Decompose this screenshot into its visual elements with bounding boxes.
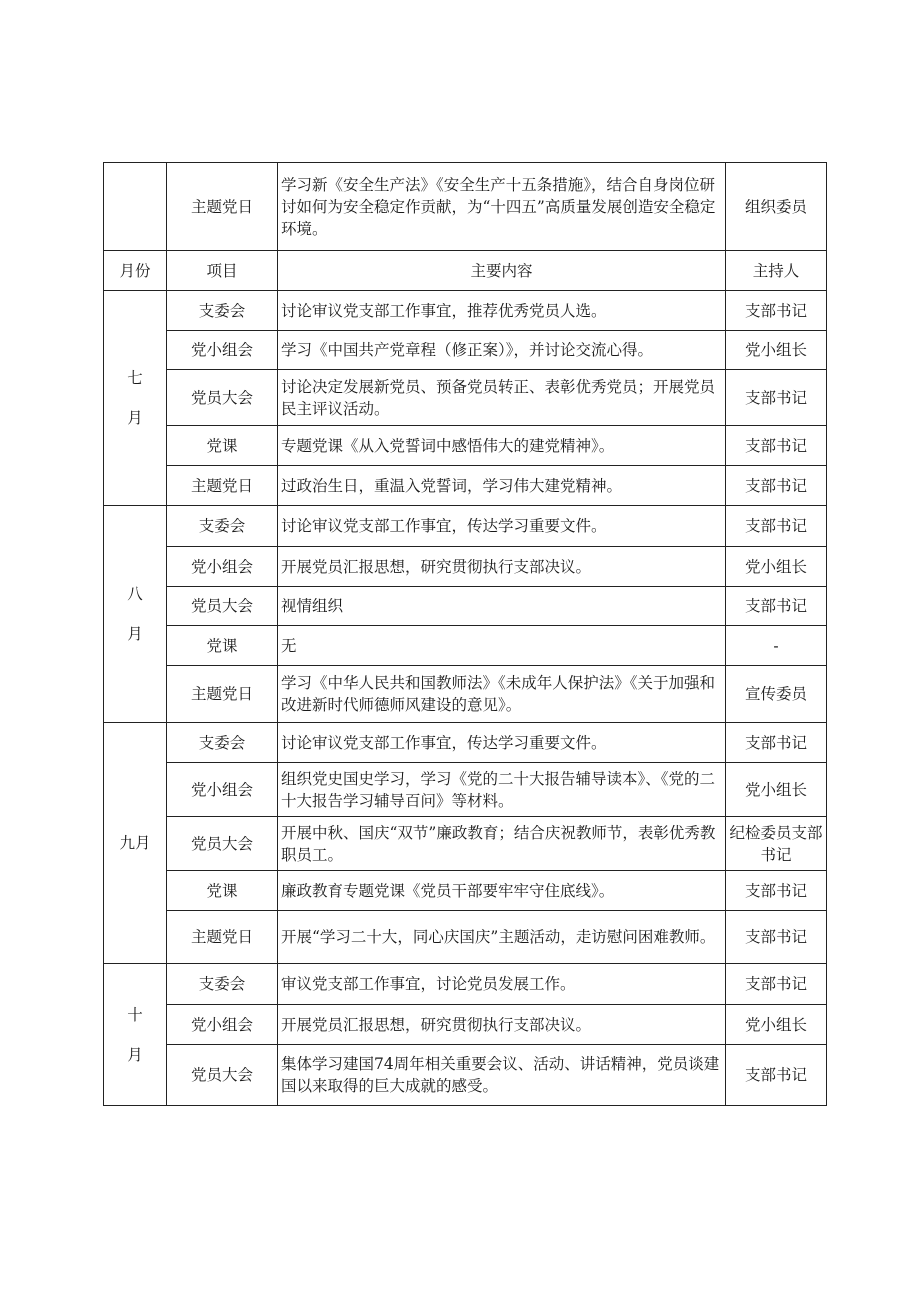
content-cell: 开展党员汇报思想，研究贯彻执行支部决议。 [278, 547, 726, 587]
content-cell: 学习新《安全生产法》《安全生产十五条措施》，结合自身岗位研讨如何为安全稳定作贡献，为“十四五”高质量发展创造安全稳定环境。 [278, 163, 726, 251]
table-row [104, 1045, 827, 1106]
host-cell: 支部书记 [726, 871, 827, 911]
item-cell: 主题党日 [167, 666, 278, 723]
content-cell: 开展“学习二十大，同心庆国庆”主题活动，走访慰问困难教师。 [278, 911, 726, 964]
host-cell: 支部书记 [726, 587, 827, 626]
table-header-row [104, 251, 827, 291]
table-row [104, 964, 827, 1005]
item-cell: 支委会 [167, 506, 278, 547]
host-cell: 支部书记 [726, 370, 827, 426]
month-cell-august [104, 506, 167, 723]
content-cell: 集体学习建国74周年相关重要会议、活动、讲话精神，党员谈建国以来取得的巨大成就的感受。 [278, 1045, 726, 1106]
host-cell: 宣传委员 [726, 666, 827, 723]
host-cell: 纪检委员支部书记 [726, 817, 827, 871]
host-cell: 党小组长 [726, 331, 827, 370]
item-cell: 党员大会 [167, 817, 278, 871]
content-cell: 学习《中华人民共和国教师法》《未成年人保护法》《关于加强和改进新时代师德师风建设的意见》。 [278, 666, 726, 723]
host-cell: 党小组长 [726, 763, 827, 817]
table-row [104, 587, 827, 626]
item-cell: 党小组会 [167, 1005, 278, 1045]
month-label: 八 月 [127, 585, 143, 643]
content-cell: 专题党课《从入党誓词中感悟伟大的建党精神》。 [278, 426, 726, 466]
item-cell: 党小组会 [167, 547, 278, 587]
table-row [104, 871, 827, 911]
item-cell: 党员大会 [167, 1045, 278, 1106]
content-cell: 廉政教育专题党课《党员干部要牢牢守住底线》。 [278, 871, 726, 911]
header-host: 主持人 [726, 251, 827, 291]
month-cell-july [104, 291, 167, 506]
month-cell-september [104, 723, 167, 964]
table-row [104, 291, 827, 331]
item-cell: 党小组会 [167, 763, 278, 817]
host-cell: 支部书记 [726, 964, 827, 1005]
table-row [104, 626, 827, 666]
content-cell: 讨论审议党支部工作事宜，传达学习重要文件。 [278, 506, 726, 547]
item-cell: 党课 [167, 426, 278, 466]
host-cell: 党小组长 [726, 547, 827, 587]
content-cell: 开展党员汇报思想，研究贯彻执行支部决议。 [278, 1005, 726, 1045]
host-cell: 支部书记 [726, 291, 827, 331]
content-cell: 组织党史国史学习，学习《党的二十大报告辅导读本》、《党的二十大报告学习辅导百问》等材料。 [278, 763, 726, 817]
table-row [104, 666, 827, 723]
header-item: 项目 [167, 251, 278, 291]
table-row [104, 723, 827, 763]
item-cell: 党员大会 [167, 370, 278, 426]
table-row [104, 506, 827, 547]
host-cell: 党小组长 [726, 1005, 827, 1045]
table-row [104, 547, 827, 587]
host-cell: 支部书记 [726, 506, 827, 547]
table-row [104, 911, 827, 964]
content-cell: 无 [278, 626, 726, 666]
host-cell: 支部书记 [726, 1045, 827, 1106]
item-cell: 党课 [167, 626, 278, 666]
content-cell: 讨论决定发展新党员、预备党员转正、表彰优秀党员；开展党员民主评议活动。 [278, 370, 726, 426]
content-cell: 学习《中国共产党章程（修正案）》，并讨论交流心得。 [278, 331, 726, 370]
table-row [104, 163, 827, 251]
content-cell: 过政治生日，重温入党誓词，学习伟大建党精神。 [278, 466, 726, 506]
month-label: 十 月 [127, 1005, 143, 1064]
table-row [104, 466, 827, 506]
content-cell: 审议党支部工作事宜，讨论党员发展工作。 [278, 964, 726, 1005]
content-cell: 视情组织 [278, 587, 726, 626]
month-cell [104, 163, 167, 251]
item-cell: 支委会 [167, 291, 278, 331]
table-row [104, 817, 827, 871]
table-row [104, 1005, 827, 1045]
header-month: 月份 [104, 251, 167, 291]
content-cell: 讨论审议党支部工作事宜，传达学习重要文件。 [278, 723, 726, 763]
work-plan-table [103, 162, 827, 1106]
month-label: 九月 [119, 834, 151, 852]
item-cell: 主题党日 [167, 163, 278, 251]
content-cell: 讨论审议党支部工作事宜，推荐优秀党员人选。 [278, 291, 726, 331]
table-row [104, 331, 827, 370]
host-cell: 支部书记 [726, 426, 827, 466]
item-cell: 支委会 [167, 723, 278, 763]
item-cell: 主题党日 [167, 911, 278, 964]
host-cell: 组织委员 [726, 163, 827, 251]
item-cell: 党小组会 [167, 331, 278, 370]
header-content: 主要内容 [278, 251, 726, 291]
table-row [104, 370, 827, 426]
host-cell: - [726, 626, 827, 666]
table-row [104, 763, 827, 817]
item-cell: 党员大会 [167, 587, 278, 626]
month-cell-october [104, 964, 167, 1106]
item-cell: 支委会 [167, 964, 278, 1005]
table-row [104, 426, 827, 466]
host-cell: 支部书记 [726, 466, 827, 506]
host-cell: 支部书记 [726, 723, 827, 763]
item-cell: 党课 [167, 871, 278, 911]
host-cell: 支部书记 [726, 911, 827, 964]
item-cell: 主题党日 [167, 466, 278, 506]
content-cell: 开展中秋、国庆“双节”廉政教育；结合庆祝教师节，表彰优秀教职员工。 [278, 817, 726, 871]
month-label: 七 月 [127, 369, 143, 427]
